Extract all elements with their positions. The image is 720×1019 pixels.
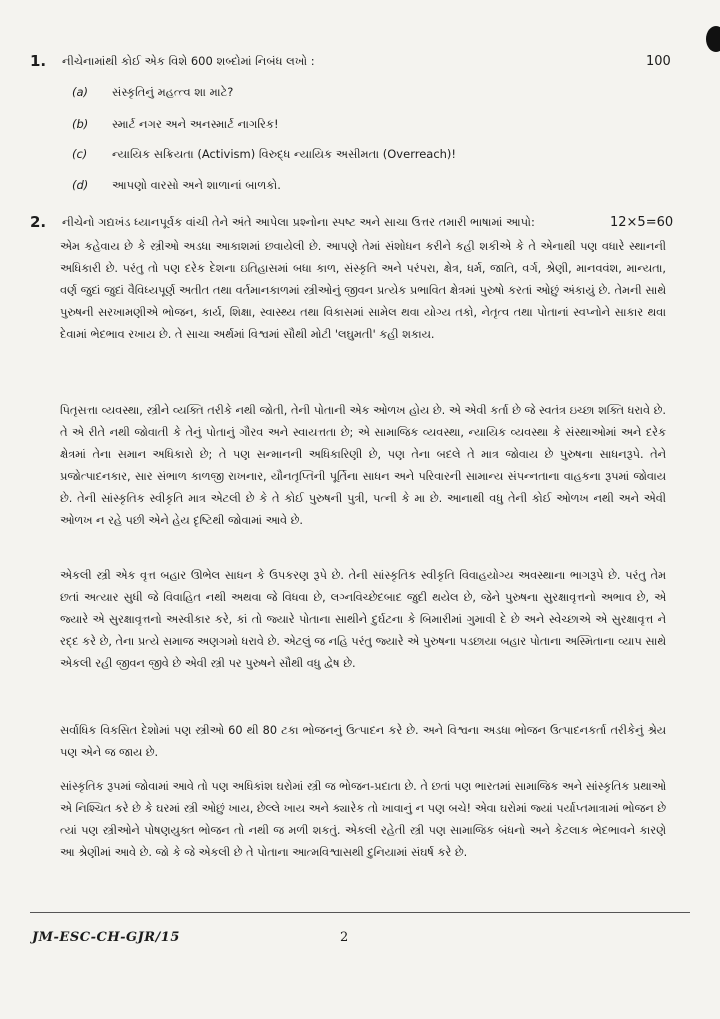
option-d-label: (d) — [72, 178, 89, 192]
option-d — [72, 178, 281, 193]
option-b — [72, 117, 279, 132]
question-2-number: 2. — [30, 213, 47, 231]
option-a — [72, 85, 233, 100]
question-2-text: નીચેનો ગદ્યખંડ ધ્યાનપૂર્વક વાંચી તેને અંતે આપેલા પ્રશ્નોના સ્પષ્ટ અને સાચા ઉત્તર તમારી ભાષામાં આપો: — [62, 215, 535, 229]
option-d-text: આપણો વારસો અને શાળાનાં બાળકો. — [112, 178, 281, 192]
passage-paragraph-4: સર્વાધિક વિકસિત દેશોમાં પણ સ્ત્રીઓ 60 થી 80 ટકા ભોજનનું ઉત્પાદન કરે છે. અને વિશ્વના અડધા ભોજન ઉત્પાદનકર્તા તરીકેનું શ્રેય પણ એને જ જાય છે. — [60, 724, 666, 759]
option-a-label: (a) — [72, 85, 89, 99]
option-c-label: (c) — [72, 147, 88, 161]
option-c — [72, 147, 456, 162]
question-2-marks: 12×5=60 — [610, 215, 674, 230]
option-a-text: સંસ્કૃતિનું મહત્ત્વ શા માટે? — [112, 85, 234, 99]
option-b-label: (b) — [72, 117, 89, 131]
option-c-text: ન્યાયિક સક્રિયતા (Activism) વિરુદ્ધ ન્યાયિક અસીમતા (Overreach)! — [112, 147, 457, 161]
passage-paragraph-5: સાંસ્કૃતિક રૂપમાં જોવામાં આવે તો પણ અધિકાંશ ઘરોમાં સ્ત્રી જ ભોજન-પ્રદાતા છે. તે છતાં પણ ભારતમાં સામાજિક અને સાંસ્કૃતિક પ્રથાઓ એ નિશ્ચિત કરે છે કે ઘરમાં સ્ત્રી ઓછું ખાય, છેલ્લે ખાય અને ક્યારેક તો ખાવાનું ન પણ બચે! એવા ઘરોમાં જ્યાં પર્યાપ્તમાત્રામાં ભોજન છે ત્યાં પણ સ્ત્રીઓને પોષણયુક્ત ભોજન તો નથી જ મળી શકતું. એકલી રહેતી સ્ત્રી પણ સામાજિક બંધનો અને કેટલાક ભેદભાવને કારણે આ શ્રેણીમાં આવે છે. જો કે જે એકલી છે તે પોતાના આત્મવિશ્વાસથી દુનિયામાં સંઘર્ષ કરે છે. — [60, 780, 666, 859]
question-1-text: નીચેનામાંથી કોઈ એક વિશે 600 શબ્દોમાં નિબંધ લખો : — [62, 54, 315, 68]
footer-divider — [30, 912, 690, 913]
passage-paragraph-3: એકલી સ્ત્રી એક વૃત્ત બહાર ઊભેલ સાધન કે ઉપકરણ રૂપે છે. તેની સાંસ્કૃતિક સ્વીકૃતિ વિવાહયોગ્ય અવસ્થાના ભાગરૂપે છે. પરંતુ તેમ છતાં અત્યાર સુધી જે વિવાહિત નથી અથવા જે વિધવા છે, લગ્નવિચ્છેદબાદ જુદી થયેલ છે, જેને પુરુષના સુરક્ષાવૃત્તનો અભાવ છે, એ જ્યારે એ સુરક્ષાવૃત્તનો અસ્વીકાર કરે, કાં તો જ્યારે પોતાના સાથીને દુર્ઘટના કે બિમારીમાં ગુમાવી દે છે અને સ્વેચ્છાએ એ સુરક્ષાવૃત્ત ને રદ્દ કરે છે, તેના પ્રત્યે સમાજ અણગમો ધરાવે છે. એટલું જ નહિ પરંતુ જ્યારે એ પુરુષના પડછાયા બહાર પોતાના અસ્મિતાના વ્યાપ સાથે એકલી રહી જીવન જીવે છે એવી સ્ત્રી પર પુરુષને સૌથી વધુ દ્વેષ છે. — [60, 569, 666, 670]
page-number: 2 — [340, 930, 349, 945]
option-b-text: સ્માર્ટ નગર અને અનસ્માર્ટ નાગરિક! — [112, 117, 279, 131]
passage-paragraph-2: પિતૃસત્તા વ્યવસ્થા, સ્ત્રીને વ્યક્તિ તરીકે નથી જોતી, તેની પોતાની એક ઓળખ હોય છે. એ એવી કર્તા છે જે સ્વતંત્ર ઇચ્છા શક્તિ ધરાવે છે. તે એ રીતે નથી જોવાતી કે તેનું પોતાનું ગૌરવ અને સ્વાયત્તતા છે; એ સામાજિક વ્યવસ્થા, ન્યાયિક વ્યવસ્થા કે સંસ્થાઓમાં અને દરેક ક્ષેત્રમાં તેના સમાન અધિકારો છે; તે પણ સન્માનની અધિકારિણી છે, પણ તેના બદલે તે માત્ર જોવાય છે પુરુષના સાધનરૂપે. તેને પ્રજોત્પાદનકાર, સાર સંભાળ કાળજી રાખનાર, યૌનતૃપ્તિની પૂર્તિના સાધન અને પરિવારની સામાન્ય સંપન્નતાના વાહકના રૂપમાં જોવાય છે. તેની સાંસ્કૃતિક સ્વીકૃતિ માત્ર એટલી છે કે તે કોઈ પુરુષની પુત્રી, પત્ની કે મા છે. આનાથી વધુ તેની કોઈ ઓળખ નથી અને એવી ઓળખ ન રહે પછી એને હેય દૃષ્ટિથી જોવામાં આવે છે. — [60, 404, 666, 527]
passage-paragraph-1: એમ કહેવાય છે કે સ્ત્રીઓ અડધા આકાશમાં છવાયેલી છે. આપણે તેમાં સંશોધન કરીને કહી શકીએ કે તે એનાથી પણ વધારે સ્થાનની અધિકારી છે. પરંતુ તો પણ દરેક દેશના ઇતિહાસમાં બધા કાળ, સંસ્કૃતિ અને પરંપરા, ક્ષેત્ર, ધર્મ, જાતિ, વર્ગ, શ્રેણી, માનવવંશ, માન્યતા, વર્ણ જુદાં જુદાં વૈવિધ્યપૂર્ણ અતીત તથા વર્તમાનકાળમાં સ્ત્રીઓનું જીવન પ્રત્યેક પ્રભાવિત ક્ષેત્રમાં પુરુષો કરતાં ઓછું અંકાયું છે. તેમની સાથે પુરુષની સરખામણીએ ભોજન, કાર્ય, શિક્ષા, સ્વાસ્થ્ય તથા વિકાસમાં સામેલ થવા યોગ્ય તકો, નેતૃત્વ તથા પોતાનાં સ્વપ્નોને સાકાર થવા દેવામાં ભેદભાવ રખાય છે. તે સાચા અર્થમાં વિશ્વમાં સૌથી મોટી 'લઘુમતી' કહી શકાય. — [60, 240, 666, 341]
page-edge-mark — [706, 26, 720, 52]
question-1-marks: 100 — [646, 54, 671, 69]
question-1-number: 1. — [30, 52, 47, 70]
paper-code: JM-ESC-CH-GJR/15 — [32, 930, 180, 945]
